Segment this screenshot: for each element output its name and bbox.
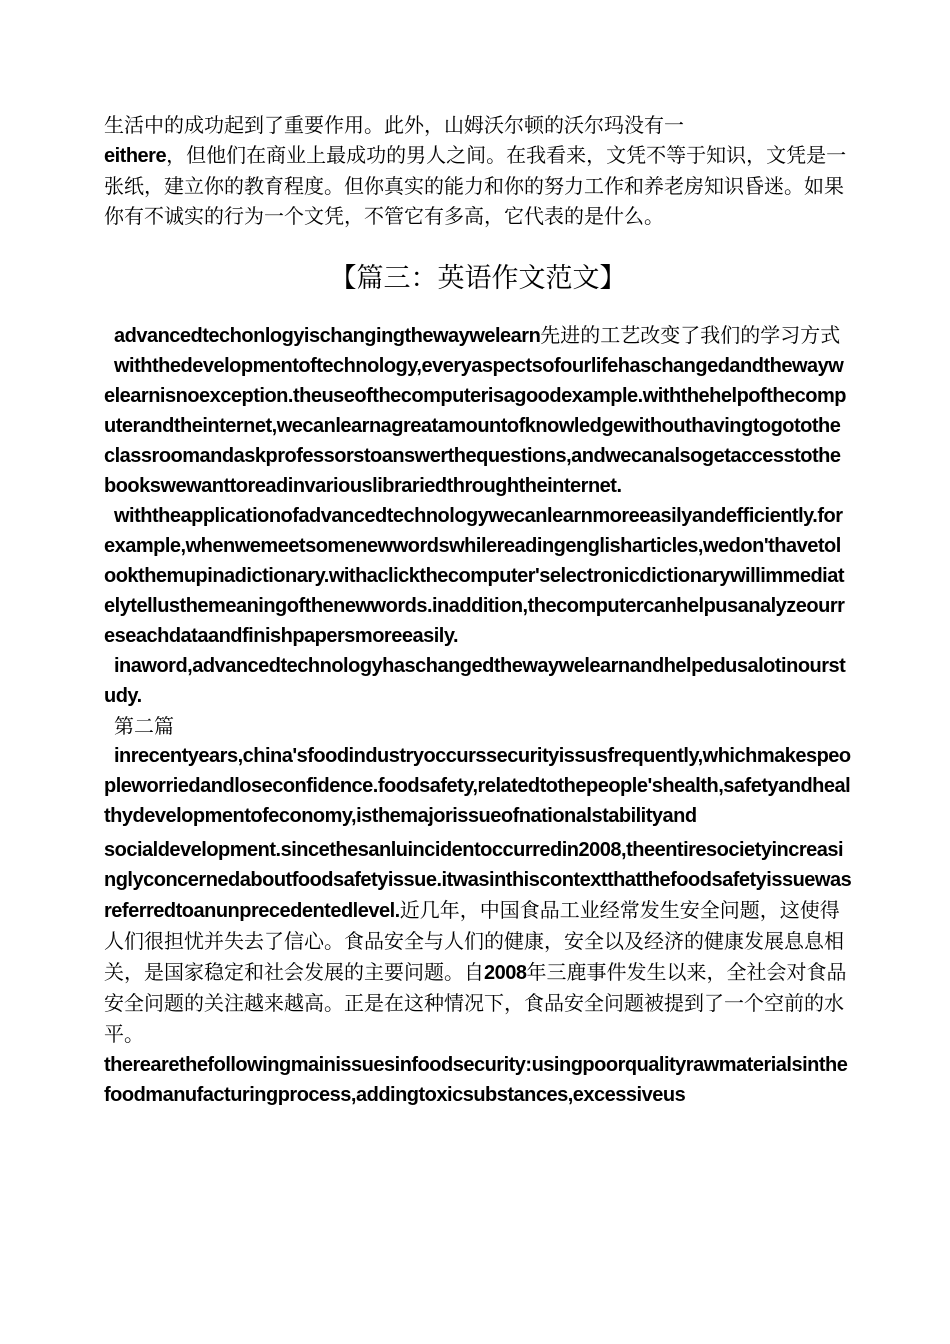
essay-2-p1-en-a: inrecentyears,china'sfoodindustryoccurssecurityissusfrequently,whichmakespeopleworriedandloseconfidence.foodsafety,relatedtothepeople'shealth,safetyandhealthydevelopmentofeconomy,isthemajorissueofnationalstabilityand bbox=[104, 745, 851, 827]
essay-1-paragraph-2: withtheapplicationofadvancedtechnologywecanlearnmoreeasilyandefficiently.forexample,whenwemeetsomenewwordswhilereadingenglisharticles,wedon'thavetolookthemupinadictionary.withaclickthecomputer'selectronicdictionarywillimmediatelytellusthemeaningofthenewwords.inaddition,thecomputercanhelpusanalyzeourreseachdataandfinishpapersmoreeasily. bbox=[104, 505, 845, 647]
intro-english-word: eithere bbox=[104, 145, 167, 167]
essay-2-label: 第二篇 bbox=[114, 714, 174, 738]
intro-paragraph bbox=[104, 110, 852, 231]
essay-2-p1-zh-b: 年三鹿事件发生以来，全社会对食品安全问题的关注越来越高。正是在这种情况下，食品安全问题被提到了一个空前的水平。 bbox=[104, 960, 847, 1046]
essay-1-title-en: advancedtechonlogyischangingthewaywelearn bbox=[114, 325, 541, 347]
essay-1-title bbox=[104, 320, 852, 351]
essay-2-p1-zh-year: 2008 bbox=[484, 962, 527, 984]
intro-continuation: ，但他们在商业上最成功的男人之间。在我看来，文凭不等于知识，文凭是一张纸，建立你的教育程度。但你真实的能力和你的努力工作和养老房知识昏迷。如果你有不诚实的行为一个文凭，不管它有多高，它代表的是什么。 bbox=[104, 143, 847, 228]
intro-line-1: 生活中的成功起到了重要作用。此外，山姆沃尔顿的沃尔玛没有一 bbox=[104, 113, 684, 137]
essay-1-title-zh: 先进的工艺改变了我们的学习方式 bbox=[540, 323, 841, 347]
essay-2-paragraph-1-cont bbox=[104, 835, 852, 1050]
essay-1-paragraph-3: inaword,advancedtechnologyhaschangedthewaywelearnandhelpedusalotinourstudy. bbox=[104, 655, 846, 707]
essay-2-p1-zh-a: 近几年，中国食品工业经常发生安全问题，这使得人们很担忧并失去了信心。食品安全与人们的健康，安全以及经济的健康发展息息相关，是国家稳定和社会发展的主要问题。自 bbox=[104, 898, 844, 984]
essay-1-paragraph-1: withthedevelopmentoftechnology,everyaspectsofourlifehaschangedandthewaywelearnisnoexception.theuseofthecomputerisagoodexample.withthehelpofthecomputerandtheinternet,wecanlearnagreatamountofknowledgewithouthavingtogotothe classroomandaskprofessorstoanswerthequestions,andwecanalsogetaccesstothebookswewanttoreadinvariouslibrariedthroughtheinternet. bbox=[104, 355, 847, 497]
essay-2-p1-en-b: socialdevelopment.sincethesanluincidentoccurredin2008,theentiresocietyincreasinglyconcernedaboutfoodsafetyissue.itwasinthiscontextthatthefoodsafetyissuewasreferredtoanunprecedentedlevel. bbox=[104, 839, 852, 922]
essay-2-paragraph-1 bbox=[104, 741, 852, 831]
essay-1 bbox=[104, 320, 852, 1110]
essay-2-paragraph-2: therearethefollowingmainissuesinfoodsecurity:usingpoorqualityrawmaterialsinthefoodmanufacturingprocess,addingtoxicsubstances,excessiveus bbox=[104, 1054, 848, 1106]
section-heading: 【篇三：英语作文范文】 bbox=[329, 263, 627, 294]
